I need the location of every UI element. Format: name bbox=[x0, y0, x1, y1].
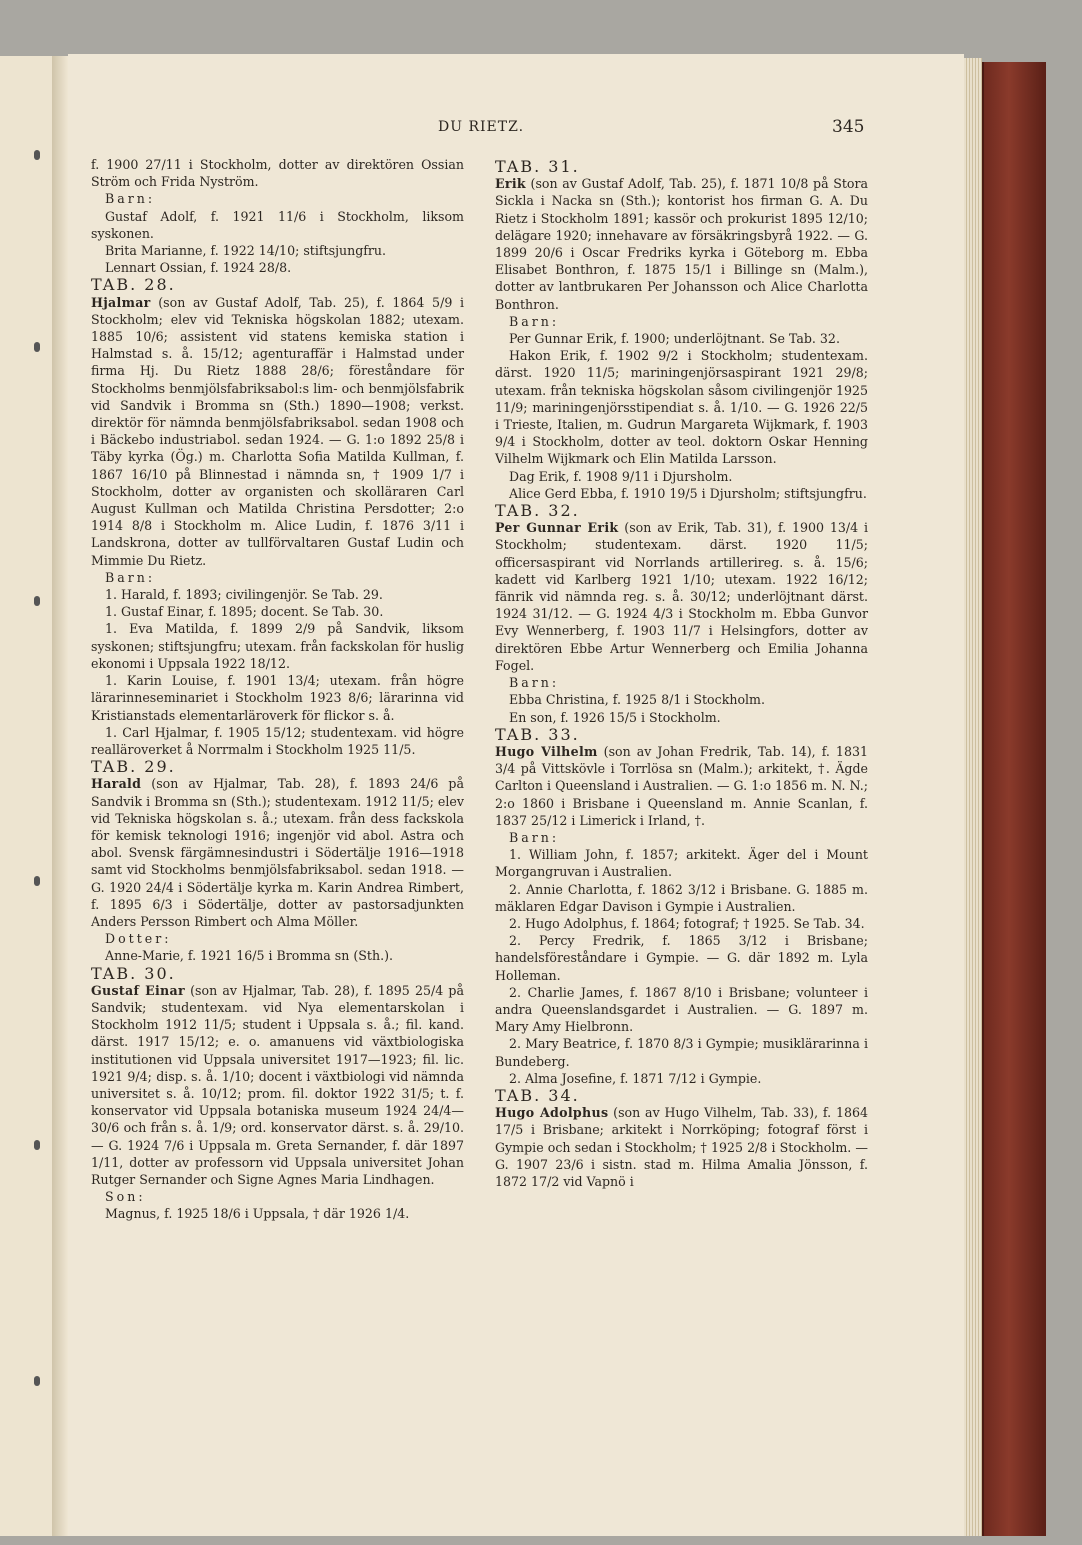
paragraph-text: 2. Charlie James, f. 1867 8/10 i Brisbane; volunteer i andra Queenslandsgardet i Australien. — G. 1897 m. Mary Amy Hielbronn. bbox=[495, 984, 868, 1035]
paragraph-text: 2. Alma Josefine, f. 1871 7/12 i Gympie. bbox=[509, 1070, 762, 1086]
binding-hole bbox=[34, 150, 40, 160]
right-entry bbox=[495, 709, 868, 726]
paragraph-text: 1. Harald, f. 1893; civilingenjör. Se Tab. 29. bbox=[105, 587, 383, 603]
paragraph-text: 2. Annie Charlotta, f. 1862 3/12 i Brisbane. G. 1885 m. mäklaren Edgar Davison i Gympie i Australien. bbox=[495, 881, 868, 914]
right-section-label bbox=[495, 313, 868, 330]
right-section-label bbox=[495, 829, 868, 846]
paragraph-text: Gustaf Adolf, f. 1921 11/6 i Stockholm, liksom syskonen. bbox=[91, 208, 464, 241]
paragraph-text: Dag Erik, f. 1908 9/11 i Djursholm. bbox=[509, 468, 733, 484]
paragraph-text: Anne-Marie, f. 1921 16/5 i Bromma sn (Sth.). bbox=[105, 948, 393, 964]
running-head: DU RIETZ. bbox=[438, 119, 525, 135]
left-section-label bbox=[91, 1188, 464, 1205]
right-entry bbox=[495, 1070, 868, 1087]
right-paragraph bbox=[495, 175, 868, 313]
right-entry bbox=[495, 1035, 868, 1069]
paragraph-text: TAB. 32. bbox=[495, 501, 580, 521]
right-entry bbox=[495, 984, 868, 1036]
right-tab-heading bbox=[495, 1087, 868, 1104]
left-entry bbox=[91, 620, 464, 672]
right-entry bbox=[495, 468, 868, 485]
person-name: Hjalmar bbox=[91, 294, 151, 310]
right-paragraph bbox=[495, 519, 868, 674]
person-name: Hugo Adolphus bbox=[495, 1105, 609, 1121]
binding-hole bbox=[34, 1376, 40, 1386]
paragraph-text: Son: bbox=[105, 1189, 146, 1205]
left-entry bbox=[91, 242, 464, 259]
paragraph-text: Per Gunnar Erik, f. 1900; underlöjtnant. Se Tab. 32. bbox=[509, 331, 840, 347]
left-paragraph bbox=[91, 294, 464, 569]
left-entry bbox=[91, 1205, 464, 1222]
left-section-label bbox=[91, 930, 464, 947]
paragraph-text: TAB. 29. bbox=[91, 757, 176, 777]
left-entry bbox=[91, 672, 464, 724]
paragraph-text: (son av Hugo Vilhelm, Tab. 33), f. 1864 17/5 i Brisbane; arkitekt i Norrköping; fotograf först i Gympie och sedan i Stockholm; † 1925 2/8 i Stockholm. — G. 1907 23/6 i sistn. stad m. Hilma Amalia Jönsson, f. 1872 17/2 vid Vapnö i bbox=[495, 1105, 869, 1189]
paragraph-text: 1. Karin Louise, f. 1901 13/4; utexam. från högre lärarinneseminariet i Stockholm 1923 8/6; lärarinna vid Kristianstads elementarläroverk för flickor s. å. bbox=[91, 673, 464, 723]
person-name: Hugo Vilhelm bbox=[495, 743, 598, 759]
paragraph-text: 2. Mary Beatrice, f. 1870 8/3 i Gympie; musiklärarinna i Bundeberg. bbox=[495, 1036, 868, 1069]
left-paragraph bbox=[91, 775, 464, 930]
right-entry bbox=[495, 846, 868, 880]
left-paragraph bbox=[91, 982, 464, 1188]
person-name: Erik bbox=[495, 176, 526, 192]
binding-hole bbox=[34, 876, 40, 886]
paragraph-text: f. 1900 27/11 i Stockholm, dotter av direktören Ossian Ström och Frida Nyström. bbox=[91, 157, 464, 190]
paragraph-text: TAB. 30. bbox=[91, 963, 176, 983]
paragraph-text: 1. Eva Matilda, f. 1899 2/9 på Sandvik, liksom syskonen; stiftsjungfru; utexam. från fackskolan för huslig ekonomi i Uppsala 1922 18/12. bbox=[91, 621, 464, 671]
paragraph-text: (son av Johan Fredrik, Tab. 14), f. 1831 3/4 på Vittskövle i Torrlösa sn (Malm.); arkitekt, †. Ägde Carlton i Queensland i Australien. — G. 1:o 1856 m. N. N.; 2:o 1860 i Brisbane i Queensland m. Annie Scanlan, f. 1837 25/12 i Limerick i Irland, †. bbox=[495, 743, 868, 828]
person-name: Per Gunnar Erik bbox=[495, 520, 619, 536]
paragraph-text: Ebba Christina, f. 1925 8/1 i Stockholm. bbox=[509, 692, 765, 708]
paragraph-text: Barn: bbox=[509, 313, 560, 329]
person-name: Harald bbox=[91, 776, 142, 792]
left-entry bbox=[91, 586, 464, 603]
right-entry bbox=[495, 881, 868, 915]
paragraph-text: Magnus, f. 1925 18/6 i Uppsala, † där 1926 1/4. bbox=[105, 1206, 410, 1222]
paragraph-text: Barn: bbox=[509, 675, 560, 691]
paragraph-text: (son av Erik, Tab. 31), f. 1900 13/4 i Stockholm; studentexam. därst. 1920 11/5; officersaspirant vid Norrlands artillerireg. s. å. 15/6; kadett vid Karlberg 1921 1/10; utexam. 1922 16/12; fänrik vid nämnda reg. s. å. 30/12; underlöjtnant därst. 1924 31/12. — G. 1924 4/3 i Stockholm m. Ebba Gunvor Evy Wennerberg, f. 1903 11/7 i Helsingfors, dotter av direktören Ebbe Artur Wennerberg och Emilia Johanna Fogel. bbox=[495, 520, 869, 673]
right-tab-heading bbox=[495, 158, 868, 175]
paragraph-text: 2. Percy Fredrik, f. 1865 3/12 i Brisbane; handelsföreståndare i Gympie. — G. där 1892 m. Lyla Holleman. bbox=[495, 933, 868, 983]
page-edges bbox=[964, 58, 982, 1536]
right-entry bbox=[495, 347, 868, 467]
paragraph-text: TAB. 34. bbox=[495, 1085, 580, 1105]
right-entry bbox=[495, 485, 868, 502]
paragraph-text: TAB. 28. bbox=[91, 275, 176, 295]
book-spine-cover bbox=[982, 62, 1046, 1536]
right-entry bbox=[495, 691, 868, 708]
paragraph-text: 1. Carl Hjalmar, f. 1905 15/12; studentexam. vid högre realläroverket å Norrmalm i Stockholm 1925 11/5. bbox=[91, 724, 464, 757]
paragraph-text: Dotter: bbox=[105, 931, 172, 947]
left-text-column bbox=[91, 156, 464, 1223]
paragraph-text: 1. Gustaf Einar, f. 1895; docent. Se Tab. 30. bbox=[105, 604, 384, 620]
right-tab-heading bbox=[495, 726, 868, 743]
paragraph-text: Barn: bbox=[105, 191, 156, 207]
paragraph-text: TAB. 33. bbox=[495, 724, 580, 744]
paragraph-text: 1. William John, f. 1857; arkitekt. Äger del i Mount Morgangruvan i Australien. bbox=[495, 847, 868, 880]
left-tab-heading bbox=[91, 758, 464, 775]
book-gutter bbox=[52, 56, 68, 1536]
paragraph-text: 2. Hugo Adolphus, f. 1864; fotograf; † 1925. Se Tab. 34. bbox=[509, 915, 865, 931]
right-entry bbox=[495, 932, 868, 984]
paragraph-text: Barn: bbox=[509, 829, 560, 845]
binding-hole bbox=[34, 596, 40, 606]
right-section-label bbox=[495, 674, 868, 691]
right-entry bbox=[495, 915, 868, 932]
paragraph-text: (son av Gustaf Adolf, Tab. 25), f. 1864 5/9 i Stockholm; elev vid Tekniska högskolan 1882; utexam. 1885 10/6; assistent vid statens kemiska station i Halmstad s. å. 15/12; agenturaffär i Halmstad under firma Hj. Du Rietz 1888 28/6; föreståndare för Stockholms benmjölsfabriksabol:s lim- och benmjölsfabrik vid Sandvik i Bromma sn (Sth.) 1890—1908; verkst. direktör för nämnda benmjölsfabriksabol. sedan 1908 och i Bäckebo industriabol. sedan 1924. — G. 1:o 1892 25/8 i Täby kyrka (Ög.) m. Charlotta Sofia Matilda Kullman, f. 1867 16/10 på Blinnestad i nämnda sn, † 1909 1/7 i Stockholm, dotter av organisten och skolläraren Carl August Kullman och Matilda Christina Persdotter; 2:o 1914 8/8 i Stockholm m. Alice Ludin, f. 1876 3/11 i Landskrona, dotter av tullförvaltaren Gustaf Ludin och Mimmie Du Rietz. bbox=[91, 294, 464, 568]
binding-hole bbox=[34, 342, 40, 352]
left-paragraph bbox=[91, 156, 464, 190]
person-name: Gustaf Einar bbox=[91, 982, 185, 998]
paragraph-text: Alice Gerd Ebba, f. 1910 19/5 i Djursholm; stiftsjungfru. bbox=[509, 485, 867, 501]
left-tab-heading bbox=[91, 276, 464, 293]
left-entry bbox=[91, 259, 464, 276]
right-paragraph bbox=[495, 1104, 868, 1190]
left-entry bbox=[91, 208, 464, 242]
binding-hole bbox=[34, 1140, 40, 1150]
paragraph-text: TAB. 31. bbox=[495, 157, 580, 176]
right-text-column bbox=[495, 156, 868, 1190]
right-paragraph bbox=[495, 743, 868, 829]
paragraph-text: (son av Gustaf Adolf, Tab. 25), f. 1871 10/8 på Stora Sickla i Nacka sn (Sth.); kontorist hos firman G. A. Du Rietz i Stockholm 1891; kassör och prokurist 1895 12/10; delägare 1920; innehavare av försäkringsbyrå 1922. — G. 1899 20/6 i Oscar Fredriks kyrka i Göteborg m. Ebba Elisabet Bonthron, f. 1875 15/1 i Billinge sn (Malm.), dotter av lantbrukaren Per Johansson och Alice Charlotta Bonthron. bbox=[495, 176, 868, 312]
left-section-label bbox=[91, 569, 464, 586]
page-number: 345 bbox=[832, 117, 865, 137]
paragraph-text: En son, f. 1926 15/5 i Stockholm. bbox=[509, 709, 721, 725]
left-section-label bbox=[91, 190, 464, 207]
left-entry bbox=[91, 724, 464, 758]
left-entry bbox=[91, 603, 464, 620]
facing-page-edge bbox=[0, 56, 53, 1536]
left-entry bbox=[91, 947, 464, 964]
paragraph-text: Hakon Erik, f. 1902 9/2 i Stockholm; studentexam. därst. 1920 11/5; mariningenjörsaspirant 1921 29/8; utexam. från tekniska högskolan såsom civilingenjör 1925 11/9; mariningenjörsstipendiat s. å. 1/10. — G. 1926 22/5 i Trieste, Italien, m. Gudrun Margareta Wijkmark, f. 1903 9/4 i Stockholm, dotter av teol. doktorn Oskar Henning Vilhelm Wijkmark och Elin Matilda Larsson. bbox=[495, 348, 868, 467]
right-entry bbox=[495, 330, 868, 347]
paragraph-text: Barn: bbox=[105, 569, 156, 585]
left-tab-heading bbox=[91, 965, 464, 982]
paragraph-text: (son av Hjalmar, Tab. 28), f. 1893 24/6 på Sandvik i Bromma sn (Sth.); studentexam. 1912 11/5; elev vid Tekniska högskolan s. å.; utexam. från dess fackskola för kemisk teknologi 1916; ingenjör vid abol. Astra och abol. Svensk färgämnesindustri i Södertälje 1916—1918 samt vid Stockholms benmjölsfabriksabol. sedan 1918. — G. 1920 24/4 i Södertälje kyrka m. Karin Andrea Rimbert, f. 1895 6/3 i Södertälje, dotter av pastorsadjunkten Anders Persson Rimbert och Alma Möller. bbox=[91, 776, 464, 929]
paragraph-text: Lennart Ossian, f. 1924 28/8. bbox=[105, 260, 292, 276]
right-tab-heading bbox=[495, 502, 868, 519]
paragraph-text: (son av Hjalmar, Tab. 28), f. 1895 25/4 på Sandvik; studentexam. vid Nya elementarskolan i Stockholm 1912 11/5; student i Uppsala s. å.; fil. kand. därst. 1917 15/12; e. o. amanuens vid växtbiologiska institutionen vid Uppsala universitet 1917—1923; fil. lic. 1921 9/4; disp. s. å. 1/10; docent i växtbiologi vid nämnda universitet s. å. 10/12; prom. fil. doktor 1922 31/5; t. f. konservator vid Uppsala botaniska museum 1924 24/4—30/6 och från s. å. 1/9; ord. konservator därst. s. å. 29/10. — G. 1924 7/6 i Uppsala m. Greta Sernander, f. där 1897 1/11, dotter av professorn vid Uppsala universitet Johan Rutger Sernander och Signe Agnes Maria Lindhagen. bbox=[91, 982, 464, 1187]
paragraph-text: Brita Marianne, f. 1922 14/10; stiftsjungfru. bbox=[105, 243, 387, 259]
